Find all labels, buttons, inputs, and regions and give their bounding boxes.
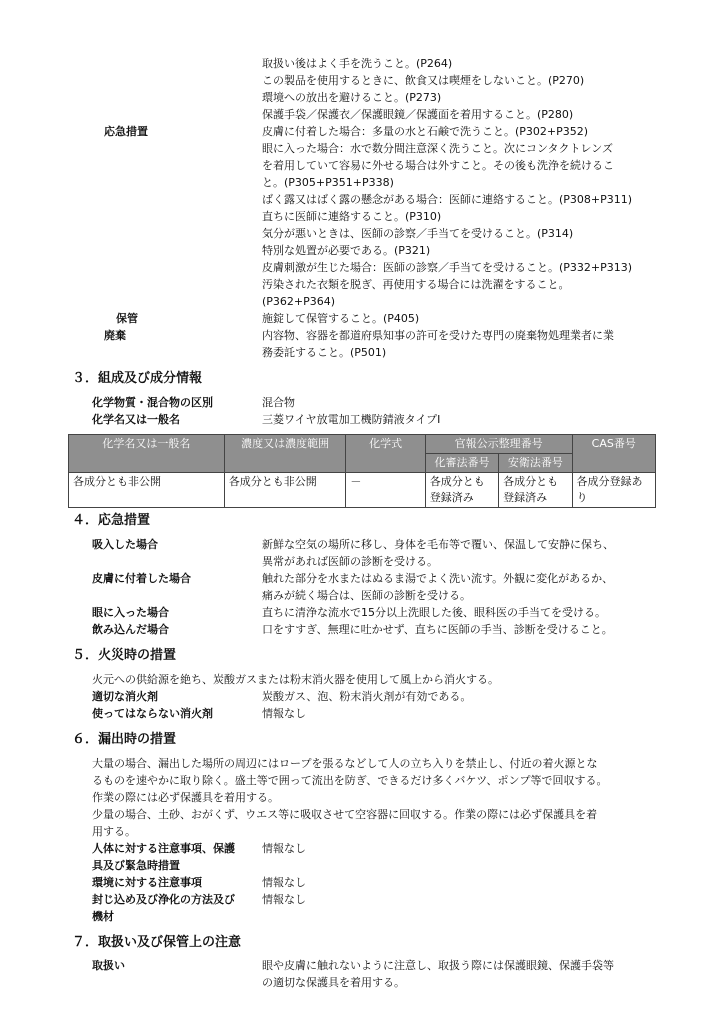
precaution-line: この製品を使用するときに、飲食又は喫煙をしないこと。(P270): [262, 74, 585, 87]
disposal-line: 内容物、容器を都道府県知事の許可を受けた専門の廃棄物処理業者に業: [262, 329, 614, 342]
spill-paragraph: [92, 755, 672, 840]
section-4-heading: ４．応急措置: [72, 513, 151, 528]
table-header-row: [69, 435, 656, 454]
personal-precautions-line: 情報なし: [262, 842, 306, 855]
personal-precautions-label: [92, 840, 235, 874]
skin-line: 痛みが続く場合は、医師の診断を受ける。: [262, 589, 471, 602]
response-line: 眼に入った場合：水で数分間注意深く洗うこと。次にコンタクトレンズ: [262, 142, 613, 155]
section-5-heading: ５．火災時の措置: [72, 648, 177, 663]
handling-line: の適切な保護具を着用する。: [262, 976, 405, 989]
cell-formula: －: [346, 473, 425, 508]
composition-table: [68, 434, 656, 508]
spill-line: るものを速やかに取り除く。盛土等で囲って流出を防ぎ、できるだけ多くバケツ、ポンプ等で回収する。: [92, 774, 608, 787]
eye-line: 直ちに清浄な流水で15分以上洗眼した後、眼科医の手当てを受ける。: [262, 606, 606, 619]
precaution-line: 保護手袋／保護衣／保護眼鏡／保護面を着用すること。(P280): [262, 108, 574, 121]
suitable-extinguisher-text: [262, 688, 662, 705]
header-kashin: 化審法番号: [425, 454, 498, 473]
containment-label: [92, 891, 235, 925]
inhale-line: 新鮮な空気の場所に移し、身体を毛布等で覆い、保温して安静に保ち、: [262, 538, 614, 551]
handling-line: 眼や皮膚に触れないように注意し、取扱う際には保護眼鏡、保護手袋等: [262, 959, 614, 972]
response-statements: [262, 123, 662, 310]
response-line: を着用していて容易に外せる場合は外すこと。その後も洗浄を続けるこ: [262, 159, 614, 172]
response-line: と。(P305+P351+P338): [262, 176, 394, 189]
cell-kashin: 各成分とも登録済み: [425, 473, 498, 508]
chemical-name-line: 三菱ワイヤ放電加工機防錆液タイプⅠ: [262, 413, 441, 426]
eye-label: 眼に入った場合: [92, 606, 169, 619]
unsuitable-extinguisher-label: 使ってはならない消火剤: [92, 707, 213, 720]
personal-precautions-text: [262, 840, 662, 857]
response-line: 特別な処置が必要である。(P321): [262, 244, 431, 257]
containment-line: 情報なし: [262, 893, 306, 906]
suitable-extinguisher-line: 炭酸ガス、泡、粉末消火剤が有効である。: [262, 690, 472, 703]
swallow-text: [262, 621, 662, 638]
skin-text: [262, 570, 662, 604]
chemical-name-value: [262, 411, 662, 428]
swallow-line: 口をすすぎ、無理に吐かせず、直ちに医師の手当、診断を受けること。: [262, 623, 613, 636]
personal-precautions-label-line: 人体に対する注意事項、保護: [92, 842, 235, 855]
cell-name: 各成分とも非公開: [69, 473, 225, 508]
fire-intro: [92, 671, 662, 688]
cell-anei: 各成分とも登録済み: [499, 473, 572, 508]
header-gazette-number: 官報公示整理番号: [425, 435, 572, 454]
inhale-label: 吸入した場合: [92, 538, 158, 551]
response-line: 気分が悪いときは、医師の診察／手当てを受けること。(P314): [262, 227, 574, 240]
storage-label: 保管: [116, 312, 138, 325]
precaution-line: 取扱い後はよく手を洗うこと。(P264): [262, 57, 453, 70]
substance-value-line: 混合物: [262, 396, 295, 409]
handling-label: 取扱い: [92, 959, 125, 972]
response-line: 皮膚に付着した場合：多量の水と石鹸で洗うこと。(P302+P352): [262, 125, 589, 138]
disposal-text: [262, 327, 662, 361]
storage-line: 施錠して保管すること。(P405): [262, 312, 420, 325]
table-row: [69, 473, 656, 508]
fire-intro-line: 火元への供給源を絶ち、炭酸ガスまたは粉末消火器を使用して風上から消火する。: [92, 673, 499, 686]
unsuitable-extinguisher-text: [262, 705, 662, 722]
disposal-label: 廃棄: [104, 329, 126, 342]
header-chemical-name: 化学名又は一般名: [69, 435, 225, 473]
cell-concentration: 各成分とも非公開: [224, 473, 346, 508]
unsuitable-extinguisher-line: 情報なし: [262, 707, 306, 720]
skin-line: 触れた部分を水またはぬるま湯でよく洗い流す。外観に変化があるか、: [262, 572, 614, 585]
response-label: 応急措置: [104, 125, 148, 138]
skin-label: 皮膚に付着した場合: [92, 572, 191, 585]
eye-text: [262, 604, 662, 621]
response-line: (P362+P364): [262, 295, 336, 308]
substance-value: [262, 394, 662, 411]
swallow-label: 飲み込んだ場合: [92, 623, 169, 636]
section-6-heading: ６．漏出時の措置: [72, 732, 177, 747]
cell-cas: 各成分登録あり: [572, 473, 655, 508]
inhale-text: [262, 536, 662, 570]
containment-label-line: 封じ込め及び浄化の方法及び: [92, 893, 235, 906]
inhale-line: 異常があれば医師の診断を受ける。: [262, 555, 438, 568]
handling-text: [262, 957, 662, 991]
suitable-extinguisher-label: 適切な消火剤: [92, 690, 158, 703]
response-line: 皮膚刺激が生じた場合：医師の診察／手当てを受けること。(P332+P313): [262, 261, 633, 274]
spill-line: 少量の場合、土砂、おがくず、ウエス等に吸収させて空容器に回収する。作業の際には必ず保護具を着: [92, 808, 598, 821]
response-line: 汚染された衣類を脱ぎ、再使用する場合には洗濯をすること。: [262, 278, 570, 291]
precaution-statements: [262, 55, 662, 123]
section-7-heading: ７．取扱い及び保管上の注意: [72, 935, 242, 950]
environmental-precautions-line: 情報なし: [262, 876, 306, 889]
personal-precautions-label-line: 具及び緊急時措置: [92, 859, 180, 872]
header-concentration: 濃度又は濃度範囲: [224, 435, 346, 473]
response-line: 直ちに医師に連絡すること。(P310): [262, 210, 442, 223]
disposal-line: 務委託すること。(P501): [262, 346, 387, 359]
precaution-line: 環境への放出を避けること。(P273): [262, 91, 442, 104]
spill-line: 大量の場合、漏出した場所の周辺にはロープを張るなどして人の立ち入りを禁止し、付近の着火源とな: [92, 757, 598, 770]
header-cas: CAS番号: [572, 435, 655, 473]
environmental-precautions-text: [262, 874, 662, 891]
containment-label-line: 機材: [92, 910, 114, 923]
chemical-name-label: 化学名又は一般名: [92, 413, 180, 426]
spill-line: 作業の際には必ず保護具を着用する。: [92, 791, 279, 804]
substance-label: 化学物質・混合物の区別: [92, 396, 213, 409]
response-line: ばく露又はばく露の懸念がある場合：医師に連絡すること。(P308+P311): [262, 193, 633, 206]
header-anei: 安衛法番号: [499, 454, 572, 473]
section-3-heading: ３．組成及び成分情報: [72, 371, 203, 386]
header-formula: 化学式: [346, 435, 425, 473]
environmental-precautions-label: 環境に対する注意事項: [92, 876, 202, 889]
containment-text: [262, 891, 662, 908]
spill-line: 用する。: [92, 825, 136, 838]
storage-text: [262, 310, 662, 327]
